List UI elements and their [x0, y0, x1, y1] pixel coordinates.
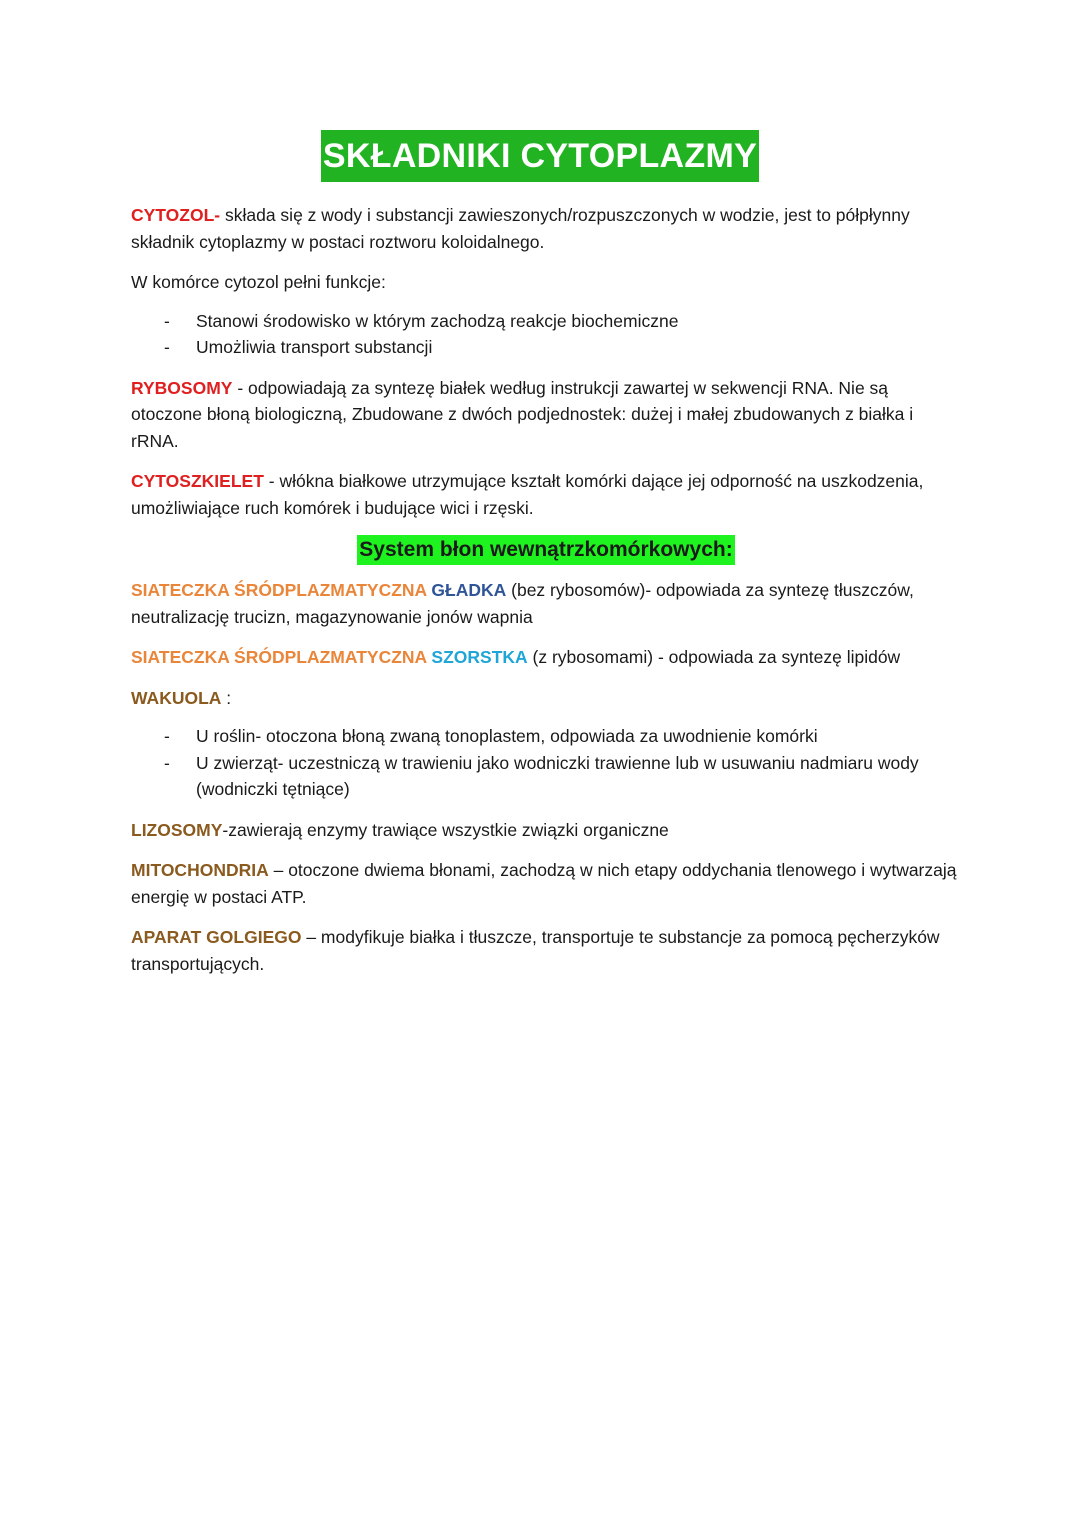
lizosomy-term: LIZOSOMY — [131, 819, 223, 840]
bullet-dash: - — [164, 337, 170, 357]
bullet-dash: - — [164, 310, 170, 331]
ser-gladka-paragraph — [131, 577, 961, 630]
list-item-text: U zwierząt- uczestniczą w trawieniu jako wodniczki trawienne lub w usuwaniu nadmiaru wody (wodniczki tętniące) — [196, 752, 919, 799]
title-container — [0, 130, 1080, 182]
list-item — [131, 723, 961, 750]
list-item — [131, 750, 961, 803]
wakuola-list — [131, 723, 961, 803]
cytozol-term: CYTOZOL- — [131, 205, 221, 225]
mitochondria-text: – otoczone dwiema błonami, zachodzą w nich etapy oddychania tlenowego i wytwarzają energię w postaci ATP. — [131, 860, 957, 907]
rybosomy-term: RYBOSOMY — [131, 377, 233, 398]
ser-qualifier-gladka: GŁADKA — [426, 580, 507, 600]
wakuola-paragraph — [131, 685, 961, 712]
list-item-text: U roślin- otoczona błoną zwaną tonoplastem, odpowiada za uwodnienie komórki — [196, 726, 818, 746]
rybosomy-paragraph — [131, 375, 961, 455]
cytoszkielet-term: CYTOSZKIELET — [131, 471, 264, 491]
golgi-term: APARAT GOLGIEGO — [131, 927, 302, 947]
list-item-text: Stanowi środowisko w którym zachodzą reakcje biochemiczne — [196, 310, 679, 331]
ser-term: SIATECZKA ŚRÓDPLAZMATYCZNA — [131, 647, 427, 667]
golgi-paragraph — [131, 924, 961, 977]
list-item-text: Umożliwia transport substancji — [196, 337, 433, 357]
section-subheading: System błon wewnątrzkomórkowych: — [357, 535, 734, 565]
ser-szorstka-paragraph — [131, 644, 961, 671]
cytozol-text: składa się z wody i substancji zawieszonych/rozpuszczonych w wodzie, jest to półpłynny składnik cytoplazmy w postaci roztworu koloidalnego. — [131, 205, 910, 252]
bullet-dash: - — [164, 752, 170, 773]
subheading-container — [131, 535, 961, 565]
cytozol-paragraph — [131, 202, 961, 255]
ser-szorstka-text: (z rybosomami) - odpowiada za syntezę lipidów — [527, 647, 901, 667]
ser-term: SIATECZKA ŚRÓDPLAZMATYCZNA — [131, 580, 427, 600]
list-item — [131, 308, 961, 335]
page-title: SKŁADNIKI CYTOPLAZMY — [321, 130, 759, 182]
mitochondria-term: MITOCHONDRIA — [131, 860, 269, 880]
wakuola-text: : — [221, 687, 232, 708]
list-item — [131, 334, 961, 361]
cytozol-functions-list — [131, 308, 961, 361]
ser-gladka-text: (bez rybosomów)- odpowiada za syntezę tłuszczów, neutralizację trucizn, magazynowanie jonów wapnia — [131, 580, 914, 627]
bullet-dash: - — [164, 726, 170, 746]
cytoszkielet-paragraph — [131, 468, 961, 521]
document-body — [131, 202, 961, 991]
ser-qualifier-szorstka: SZORSTKA — [426, 647, 528, 667]
mitochondria-paragraph — [131, 857, 961, 910]
cytozol-functions-intro: W komórce cytozol pełni funkcje: — [131, 272, 386, 292]
lizosomy-text: -zawierają enzymy trawiące wszystkie związki organiczne — [222, 819, 669, 840]
golgi-text: – modyfikuje białka i tłuszcze, transportuje te substancje za pomocą pęcherzyków transportujących. — [131, 927, 940, 974]
cytoszkielet-text: - włókna białkowe utrzymujące kształt komórki dające jej odporność na uszkodzenia, umożliwiające ruch komórek i budujące wici i rzęski. — [131, 471, 924, 518]
rybosomy-text: - odpowiadają za syntezę białek według instrukcji zawartej w sekwencji RNA. Nie są otoczone błoną biologiczną, Zbudowane z dwóch podjednostek: dużej i małej zbudowanych z białka i rRNA. — [131, 377, 914, 451]
lizosomy-paragraph — [131, 817, 961, 844]
wakuola-term: WAKUOLA — [131, 687, 222, 708]
